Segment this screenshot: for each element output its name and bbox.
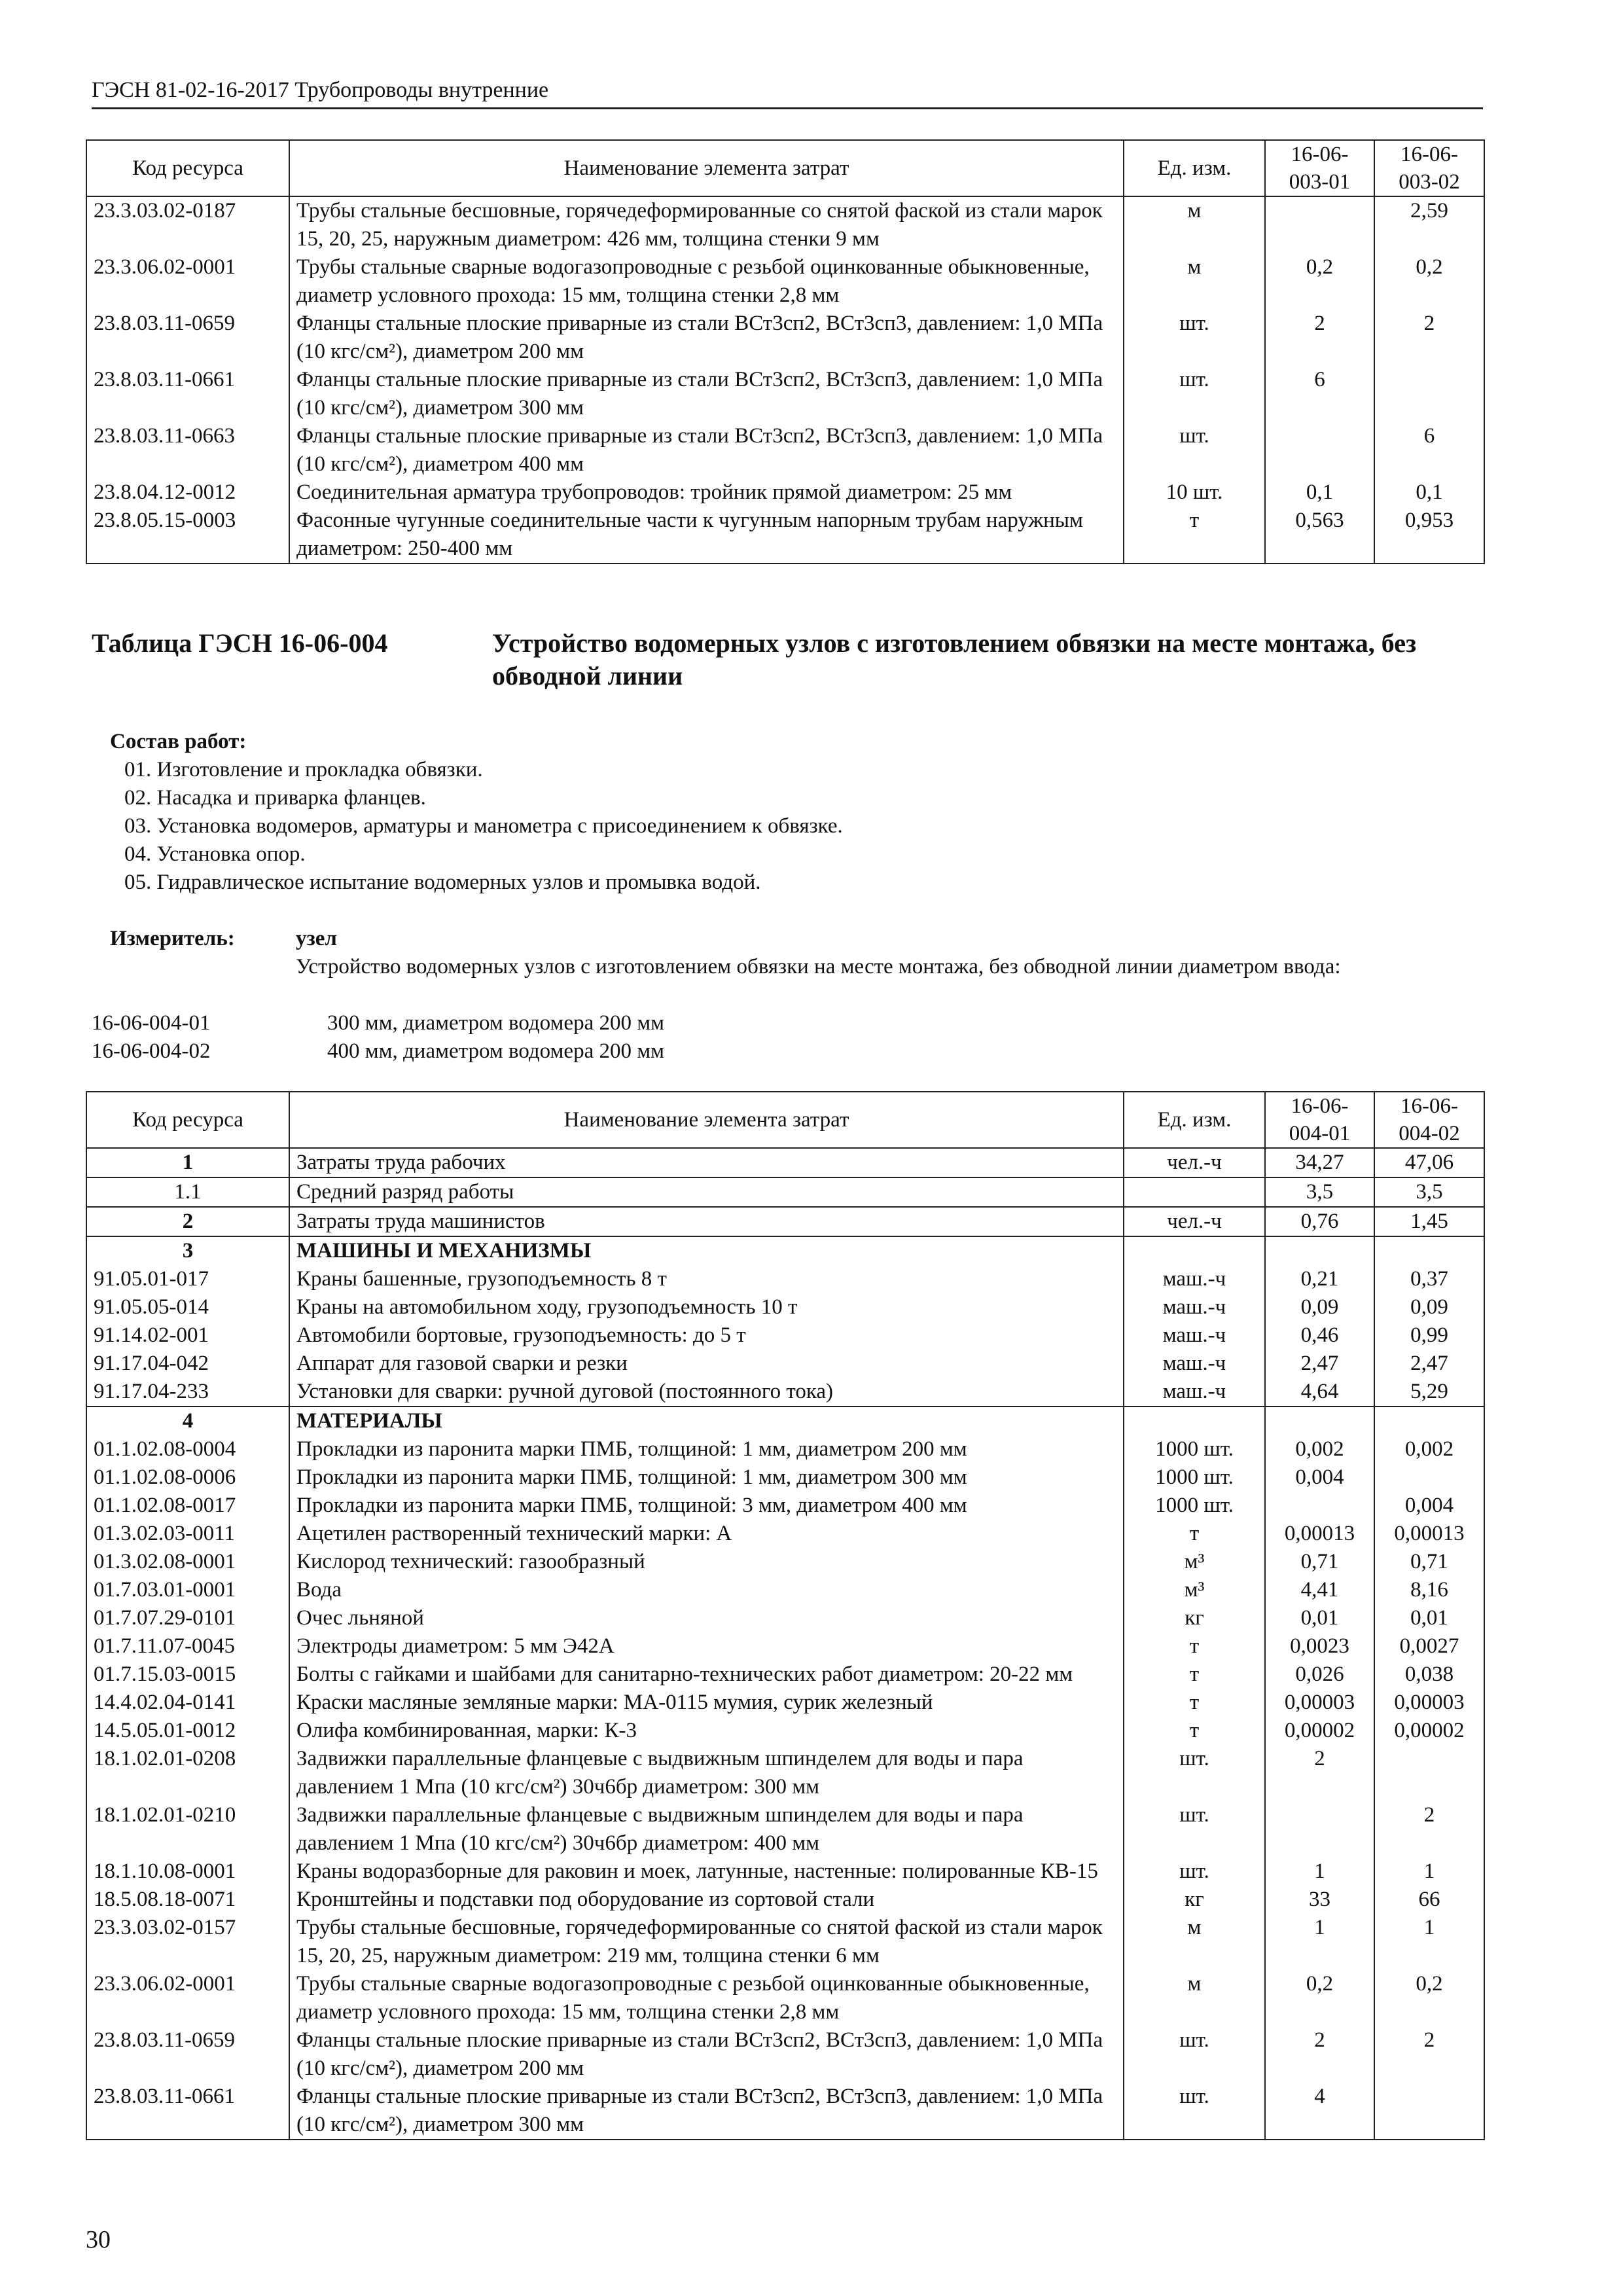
resource-name: Фланцы стальные плоские приварные из стали ВСт3сп2, ВСт3сп3, давлением: 1,0 МПа (10 кгс/см²), диаметром 400 мм bbox=[289, 422, 1124, 478]
resource-unit: т bbox=[1124, 1660, 1265, 1689]
resource-unit: чел.-ч bbox=[1124, 1148, 1265, 1177]
resource-name: Вода bbox=[289, 1576, 1124, 1604]
value-variant-1: 2,47 bbox=[1265, 1350, 1374, 1378]
resource-code: 01.7.15.03-0015 bbox=[86, 1660, 289, 1689]
resource-unit: м³ bbox=[1124, 1576, 1265, 1604]
resource-code: 18.5.08.18-0071 bbox=[86, 1886, 289, 1914]
variant-code: 16-06-004-01 bbox=[92, 1011, 211, 1035]
value-variant-1 bbox=[1265, 1801, 1374, 1857]
resource-code: 14.4.02.04-0141 bbox=[86, 1689, 289, 1717]
table-row bbox=[86, 1970, 1484, 2026]
value-variant-2 bbox=[1374, 1745, 1484, 1801]
resource-code: 18.1.10.08-0001 bbox=[86, 1857, 289, 1886]
value-variant-1: 0,2 bbox=[1265, 1970, 1374, 2026]
resource-name: Затраты труда машинистов bbox=[289, 1207, 1124, 1236]
table-body bbox=[86, 1148, 1484, 2140]
value-variant-2: 0,00002 bbox=[1374, 1717, 1484, 1745]
resource-unit: маш.-ч bbox=[1124, 1265, 1265, 1293]
value-variant-1: 0,01 bbox=[1265, 1604, 1374, 1632]
column-header-unit: Ед. изм. bbox=[1124, 1092, 1265, 1148]
resource-unit bbox=[1124, 1407, 1265, 1435]
table-row bbox=[86, 478, 1484, 507]
value-variant-2: 0,00003 bbox=[1374, 1689, 1484, 1717]
resource-code: 23.8.03.11-0659 bbox=[86, 2026, 289, 2083]
value-variant-1: 0,0023 bbox=[1265, 1632, 1374, 1660]
value-variant-2: 0,2 bbox=[1374, 1970, 1484, 2026]
resource-name: Краны на автомобильном ходу, грузоподъемность 10 т bbox=[289, 1293, 1124, 1321]
value-variant-1 bbox=[1265, 1236, 1374, 1265]
resource-name: Аппарат для газовой сварки и резки bbox=[289, 1350, 1124, 1378]
table-row bbox=[86, 1745, 1484, 1801]
resource-name: Ацетилен растворенный технический марки: А bbox=[289, 1520, 1124, 1548]
table-row bbox=[86, 1914, 1484, 1970]
table-row bbox=[86, 1463, 1484, 1492]
table-row bbox=[86, 1321, 1484, 1350]
resource-name: Прокладки из паронита марки ПМБ, толщиной: 1 мм, диаметром 300 мм bbox=[289, 1463, 1124, 1492]
resource-name: Трубы стальные бесшовные, горячедеформированные со снятой фаской из стали марок 15, 20, 25, наружным диаметром: 219 мм, толщина стенки 6 мм bbox=[289, 1914, 1124, 1970]
resource-name: Фасонные чугунные соединительные части к чугунным напорным трубам наружным диаметром: 250-400 мм bbox=[289, 507, 1124, 564]
value-variant-1: 0,026 bbox=[1265, 1660, 1374, 1689]
resource-code: 91.14.02-001 bbox=[86, 1321, 289, 1350]
value-variant-2: 5,29 bbox=[1374, 1378, 1484, 1407]
value-variant-2: 0,004 bbox=[1374, 1492, 1484, 1520]
resource-name: Задвижки параллельные фланцевые с выдвижным шпинделем для воды и пара давлением 1 Мпа (10 кгс/см²) 30ч6бр диаметром: 400 мм bbox=[289, 1801, 1124, 1857]
resource-code: 01.1.02.08-0004 bbox=[86, 1435, 289, 1463]
value-variant-2: 1 bbox=[1374, 1914, 1484, 1970]
table-row bbox=[86, 1801, 1484, 1857]
value-variant-2: 0,71 bbox=[1374, 1548, 1484, 1576]
resource-code: 2 bbox=[86, 1207, 289, 1236]
value-variant-2: 1 bbox=[1374, 1857, 1484, 1886]
resource-name: МАТЕРИАЛЫ bbox=[289, 1407, 1124, 1435]
resource-unit: шт. bbox=[1124, 2026, 1265, 2083]
value-variant-1: 4,41 bbox=[1265, 1576, 1374, 1604]
resource-code: 18.1.02.01-0210 bbox=[86, 1801, 289, 1857]
value-variant-2 bbox=[1374, 1236, 1484, 1265]
resource-code: 01.7.07.29-0101 bbox=[86, 1604, 289, 1632]
resource-table-004 bbox=[86, 1091, 1485, 2140]
value-variant-1 bbox=[1265, 422, 1374, 478]
table-row bbox=[86, 253, 1484, 310]
resource-name: Трубы стальные бесшовные, горячедеформированные со снятой фаской из стали марок 15, 20, 25, наружным диаметром: 426 мм, толщина стенки 9 мм bbox=[289, 196, 1124, 253]
resource-name: Краны водоразборные для раковин и моек, латунные, настенные: полированные КВ-15 bbox=[289, 1857, 1124, 1886]
value-variant-2: 0,0027 bbox=[1374, 1632, 1484, 1660]
value-variant-1: 1 bbox=[1265, 1914, 1374, 1970]
resource-name: Затраты труда рабочих bbox=[289, 1148, 1124, 1177]
table-row bbox=[86, 1717, 1484, 1745]
resource-unit: 1000 шт. bbox=[1124, 1492, 1265, 1520]
table-row bbox=[86, 1886, 1484, 1914]
column-header-name: Наименование элемента затрат bbox=[289, 140, 1124, 196]
resource-unit: маш.-ч bbox=[1124, 1378, 1265, 1407]
table-row bbox=[86, 1378, 1484, 1407]
resource-code: 23.8.04.12-0012 bbox=[86, 478, 289, 507]
resource-unit: м bbox=[1124, 253, 1265, 310]
table-body bbox=[86, 196, 1484, 564]
resource-code: 01.7.11.07-0045 bbox=[86, 1632, 289, 1660]
value-variant-2: 2 bbox=[1374, 310, 1484, 366]
work-item: 01. Изготовление и прокладка обвязки. bbox=[124, 758, 483, 781]
variant-list bbox=[92, 1009, 1008, 1066]
value-variant-2: 2 bbox=[1374, 2026, 1484, 2083]
resource-code: 23.8.03.11-0663 bbox=[86, 422, 289, 478]
value-variant-2: 6 bbox=[1374, 422, 1484, 478]
value-variant-2: 1,45 bbox=[1374, 1207, 1484, 1236]
page-header: ГЭСН 81-02-16-2017 Трубопроводы внутренние bbox=[92, 77, 1483, 109]
resource-unit bbox=[1124, 1236, 1265, 1265]
column-header-code: Код ресурса bbox=[86, 140, 289, 196]
variant-item bbox=[92, 1037, 1008, 1066]
table-row bbox=[86, 1520, 1484, 1548]
table-row bbox=[86, 2083, 1484, 2140]
value-variant-2: 2,47 bbox=[1374, 1350, 1484, 1378]
table-row bbox=[86, 1492, 1484, 1520]
value-variant-2: 0,2 bbox=[1374, 253, 1484, 310]
resource-name: Фланцы стальные плоские приварные из стали ВСт3сп2, ВСт3сп3, давлением: 1,0 МПа (10 кгс/см²), диаметром 200 мм bbox=[289, 310, 1124, 366]
resource-unit: маш.-ч bbox=[1124, 1321, 1265, 1350]
resource-code: 1 bbox=[86, 1148, 289, 1177]
value-variant-2: 2 bbox=[1374, 1801, 1484, 1857]
table-row bbox=[86, 196, 1484, 253]
resource-code: 23.8.03.11-0661 bbox=[86, 366, 289, 422]
table-row bbox=[86, 2026, 1484, 2083]
resource-code: 01.3.02.03-0011 bbox=[86, 1520, 289, 1548]
table-row bbox=[86, 1435, 1484, 1463]
resource-name: Соединительная арматура трубопроводов: тройник прямой диаметром: 25 мм bbox=[289, 478, 1124, 507]
table-row bbox=[86, 1576, 1484, 1604]
table-row bbox=[86, 1236, 1484, 1265]
value-variant-2: 0,038 bbox=[1374, 1660, 1484, 1689]
resource-name: Кислород технический: газообразный bbox=[289, 1548, 1124, 1576]
value-variant-1: 0,00013 bbox=[1265, 1520, 1374, 1548]
resource-unit: шт. bbox=[1124, 1745, 1265, 1801]
resource-unit: т bbox=[1124, 1717, 1265, 1745]
value-variant-1 bbox=[1265, 196, 1374, 253]
resource-code: 91.05.01-017 bbox=[86, 1265, 289, 1293]
resource-name: Трубы стальные сварные водогазопроводные с резьбой оцинкованные обыкновенные, диаметр условного прохода: 15 мм, толщина стенки 2,8 мм bbox=[289, 253, 1124, 310]
resource-name: Олифа комбинированная, марки: К-3 bbox=[289, 1717, 1124, 1745]
resource-unit: м bbox=[1124, 196, 1265, 253]
resource-code: 4 bbox=[86, 1407, 289, 1435]
resource-unit: шт. bbox=[1124, 366, 1265, 422]
value-variant-1: 4 bbox=[1265, 2083, 1374, 2140]
table-row bbox=[86, 1265, 1484, 1293]
resource-code: 23.3.06.02-0001 bbox=[86, 253, 289, 310]
resource-code: 01.7.03.01-0001 bbox=[86, 1576, 289, 1604]
resource-name: Задвижки параллельные фланцевые с выдвижным шпинделем для воды и пара давлением 1 Мпа (10 кгс/см²) 30ч6бр диаметром: 300 мм bbox=[289, 1745, 1124, 1801]
table-row bbox=[86, 1177, 1484, 1207]
value-variant-2: 0,953 bbox=[1374, 507, 1484, 564]
work-item: 03. Установка водомеров, арматуры и манометра с присоединением к обвязке. bbox=[124, 814, 843, 838]
work-heading: Состав работ: bbox=[110, 730, 247, 753]
value-variant-2: 0,002 bbox=[1374, 1435, 1484, 1463]
value-variant-2 bbox=[1374, 366, 1484, 422]
column-header-variant-1: 16-06-004-01 bbox=[1265, 1092, 1374, 1148]
resource-name: Фланцы стальные плоские приварные из стали ВСт3сп2, ВСт3сп3, давлением: 1,0 МПа (10 кгс/см²), диаметром 300 мм bbox=[289, 366, 1124, 422]
meter-value: узел bbox=[296, 927, 337, 950]
variant-text: 300 мм, диаметром водомера 200 мм bbox=[327, 1011, 664, 1035]
value-variant-2: 47,06 bbox=[1374, 1148, 1484, 1177]
resource-code: 23.8.03.11-0661 bbox=[86, 2083, 289, 2140]
resource-name: Прокладки из паронита марки ПМБ, толщиной: 3 мм, диаметром 400 мм bbox=[289, 1492, 1124, 1520]
resource-code: 01.1.02.08-0017 bbox=[86, 1492, 289, 1520]
table-row bbox=[86, 1407, 1484, 1435]
work-item: 02. Насадка и приварка фланцев. bbox=[124, 786, 426, 810]
value-variant-1: 0,71 bbox=[1265, 1548, 1374, 1576]
table-row bbox=[86, 1350, 1484, 1378]
value-variant-2 bbox=[1374, 1463, 1484, 1492]
table-row bbox=[86, 507, 1484, 564]
resource-unit: шт. bbox=[1124, 422, 1265, 478]
value-variant-1: 0,563 bbox=[1265, 507, 1374, 564]
value-variant-1: 2 bbox=[1265, 1745, 1374, 1801]
resource-name: Трубы стальные сварные водогазопроводные с резьбой оцинкованные обыкновенные, диаметр условного прохода: 15 мм, толщина стенки 2,8 мм bbox=[289, 1970, 1124, 2026]
column-header-variant-1: 16-06-003-01 bbox=[1265, 140, 1374, 196]
value-variant-1: 0,1 bbox=[1265, 478, 1374, 507]
table-header-row bbox=[86, 140, 1484, 196]
value-variant-1: 0,2 bbox=[1265, 253, 1374, 310]
resource-code: 23.8.03.11-0659 bbox=[86, 310, 289, 366]
resource-code: 23.3.03.02-0187 bbox=[86, 196, 289, 253]
resource-code: 91.17.04-042 bbox=[86, 1350, 289, 1378]
table-row bbox=[86, 1293, 1484, 1321]
resource-unit: 1000 шт. bbox=[1124, 1463, 1265, 1492]
resource-unit: т bbox=[1124, 1520, 1265, 1548]
table-row bbox=[86, 310, 1484, 366]
table-header-row bbox=[86, 1092, 1484, 1148]
resource-code: 91.17.04-233 bbox=[86, 1378, 289, 1407]
resource-name: Средний разряд работы bbox=[289, 1177, 1124, 1207]
table-row bbox=[86, 366, 1484, 422]
table-row bbox=[86, 1148, 1484, 1177]
table-title: Устройство водомерных узлов с изготовлением обвязки на месте монтажа, без обводной линии bbox=[492, 628, 1417, 691]
resource-code: 3 bbox=[86, 1236, 289, 1265]
resource-unit: т bbox=[1124, 1632, 1265, 1660]
resource-unit: м bbox=[1124, 1914, 1265, 1970]
value-variant-2: 0,01 bbox=[1374, 1604, 1484, 1632]
meter-label: Измеритель: bbox=[110, 927, 235, 950]
resource-code: 91.05.05-014 bbox=[86, 1293, 289, 1321]
value-variant-2: 0,1 bbox=[1374, 478, 1484, 507]
resource-code: 23.3.03.02-0157 bbox=[86, 1914, 289, 1970]
resource-unit: шт. bbox=[1124, 1801, 1265, 1857]
resource-table-003 bbox=[86, 139, 1485, 564]
resource-code: 23.8.05.15-0003 bbox=[86, 507, 289, 564]
value-variant-1: 0,21 bbox=[1265, 1265, 1374, 1293]
value-variant-1: 0,09 bbox=[1265, 1293, 1374, 1321]
resource-unit: кг bbox=[1124, 1886, 1265, 1914]
resource-name: Болты с гайками и шайбами для санитарно-технических работ диаметром: 20-22 мм bbox=[289, 1660, 1124, 1689]
column-header-name: Наименование элемента затрат bbox=[289, 1092, 1124, 1148]
value-variant-1: 1 bbox=[1265, 1857, 1374, 1886]
value-variant-2: 0,99 bbox=[1374, 1321, 1484, 1350]
work-list bbox=[124, 756, 843, 897]
value-variant-1: 0,00002 bbox=[1265, 1717, 1374, 1745]
resource-code: 01.1.02.08-0006 bbox=[86, 1463, 289, 1492]
variant-code: 16-06-004-02 bbox=[92, 1039, 211, 1063]
table-row bbox=[86, 1548, 1484, 1576]
resource-unit: шт. bbox=[1124, 1857, 1265, 1886]
value-variant-2: 3,5 bbox=[1374, 1177, 1484, 1207]
value-variant-1: 0,004 bbox=[1265, 1463, 1374, 1492]
value-variant-1 bbox=[1265, 1492, 1374, 1520]
column-header-unit: Ед. изм. bbox=[1124, 140, 1265, 196]
resource-name: Прокладки из паронита марки ПМБ, толщиной: 1 мм, диаметром 200 мм bbox=[289, 1435, 1124, 1463]
value-variant-1: 2 bbox=[1265, 2026, 1374, 2083]
value-variant-2 bbox=[1374, 1407, 1484, 1435]
resource-unit: шт. bbox=[1124, 2083, 1265, 2140]
resource-unit: кг bbox=[1124, 1604, 1265, 1632]
table-label: Таблица ГЭСН 16-06-004 bbox=[92, 628, 388, 658]
value-variant-1: 6 bbox=[1265, 366, 1374, 422]
resource-unit: 1000 шт. bbox=[1124, 1435, 1265, 1463]
table-row bbox=[86, 422, 1484, 478]
resource-name: Кронштейны и подставки под оборудование из сортовой стали bbox=[289, 1886, 1124, 1914]
value-variant-1: 0,46 bbox=[1265, 1321, 1374, 1350]
resource-code: 1.1 bbox=[86, 1177, 289, 1207]
value-variant-2: 0,09 bbox=[1374, 1293, 1484, 1321]
value-variant-1: 4,64 bbox=[1265, 1378, 1374, 1407]
resource-name: Очес льняной bbox=[289, 1604, 1124, 1632]
resource-name: Краски масляные земляные марки: МА-0115 мумия, сурик железный bbox=[289, 1689, 1124, 1717]
page-number: 30 bbox=[86, 2226, 111, 2253]
resource-unit: 10 шт. bbox=[1124, 478, 1265, 507]
column-header-variant-2: 16-06-004-02 bbox=[1374, 1092, 1484, 1148]
resource-unit: м bbox=[1124, 1970, 1265, 2026]
resource-name: Фланцы стальные плоские приварные из стали ВСт3сп2, ВСт3сп3, давлением: 1,0 МПа (10 кгс/см²), диаметром 200 мм bbox=[289, 2026, 1124, 2083]
value-variant-2 bbox=[1374, 2083, 1484, 2140]
resource-name: МАШИНЫ И МЕХАНИЗМЫ bbox=[289, 1236, 1124, 1265]
value-variant-1: 0,76 bbox=[1265, 1207, 1374, 1236]
table-row bbox=[86, 1207, 1484, 1236]
resource-unit: м³ bbox=[1124, 1548, 1265, 1576]
table-row bbox=[86, 1689, 1484, 1717]
resource-name: Автомобили бортовые, грузоподъемность: до 5 т bbox=[289, 1321, 1124, 1350]
resource-unit: маш.-ч bbox=[1124, 1293, 1265, 1321]
table-row bbox=[86, 1660, 1484, 1689]
resource-code: 01.3.02.08-0001 bbox=[86, 1548, 289, 1576]
work-item: 04. Установка опор. bbox=[124, 842, 306, 866]
value-variant-2: 0,37 bbox=[1374, 1265, 1484, 1293]
variant-item bbox=[92, 1009, 1008, 1037]
value-variant-1: 2 bbox=[1265, 310, 1374, 366]
resource-code: 14.5.05.01-0012 bbox=[86, 1717, 289, 1745]
value-variant-1 bbox=[1265, 1407, 1374, 1435]
resource-unit: т bbox=[1124, 507, 1265, 564]
resource-name: Электроды диаметром: 5 мм Э42А bbox=[289, 1632, 1124, 1660]
value-variant-2: 0,00013 bbox=[1374, 1520, 1484, 1548]
variant-text: 400 мм, диаметром водомера 200 мм bbox=[327, 1039, 664, 1063]
meter-description: Устройство водомерных узлов с изготовлением обвязки на месте монтажа, без обводной линии диаметром ввода: bbox=[296, 955, 1341, 978]
resource-code: 18.1.02.01-0208 bbox=[86, 1745, 289, 1801]
value-variant-1: 0,00003 bbox=[1265, 1689, 1374, 1717]
value-variant-2: 8,16 bbox=[1374, 1576, 1484, 1604]
resource-unit: шт. bbox=[1124, 310, 1265, 366]
resource-unit bbox=[1124, 1177, 1265, 1207]
value-variant-1: 0,002 bbox=[1265, 1435, 1374, 1463]
table-row bbox=[86, 1857, 1484, 1886]
table-row bbox=[86, 1604, 1484, 1632]
resource-unit: т bbox=[1124, 1689, 1265, 1717]
resource-name: Установки для сварки: ручной дуговой (постоянного тока) bbox=[289, 1378, 1124, 1407]
table-row bbox=[86, 1632, 1484, 1660]
value-variant-2: 66 bbox=[1374, 1886, 1484, 1914]
resource-name: Фланцы стальные плоские приварные из стали ВСт3сп2, ВСт3сп3, давлением: 1,0 МПа (10 кгс/см²), диаметром 300 мм bbox=[289, 2083, 1124, 2140]
value-variant-1: 33 bbox=[1265, 1886, 1374, 1914]
column-header-code: Код ресурса bbox=[86, 1092, 289, 1148]
value-variant-2: 2,59 bbox=[1374, 196, 1484, 253]
value-variant-1: 3,5 bbox=[1265, 1177, 1374, 1207]
column-header-variant-2: 16-06-003-02 bbox=[1374, 140, 1484, 196]
resource-unit: маш.-ч bbox=[1124, 1350, 1265, 1378]
resource-code: 23.3.06.02-0001 bbox=[86, 1970, 289, 2026]
resource-name: Краны башенные, грузоподъемность 8 т bbox=[289, 1265, 1124, 1293]
value-variant-1: 34,27 bbox=[1265, 1148, 1374, 1177]
work-item: 05. Гидравлическое испытание водомерных узлов и промывка водой. bbox=[124, 870, 761, 894]
resource-unit: чел.-ч bbox=[1124, 1207, 1265, 1236]
